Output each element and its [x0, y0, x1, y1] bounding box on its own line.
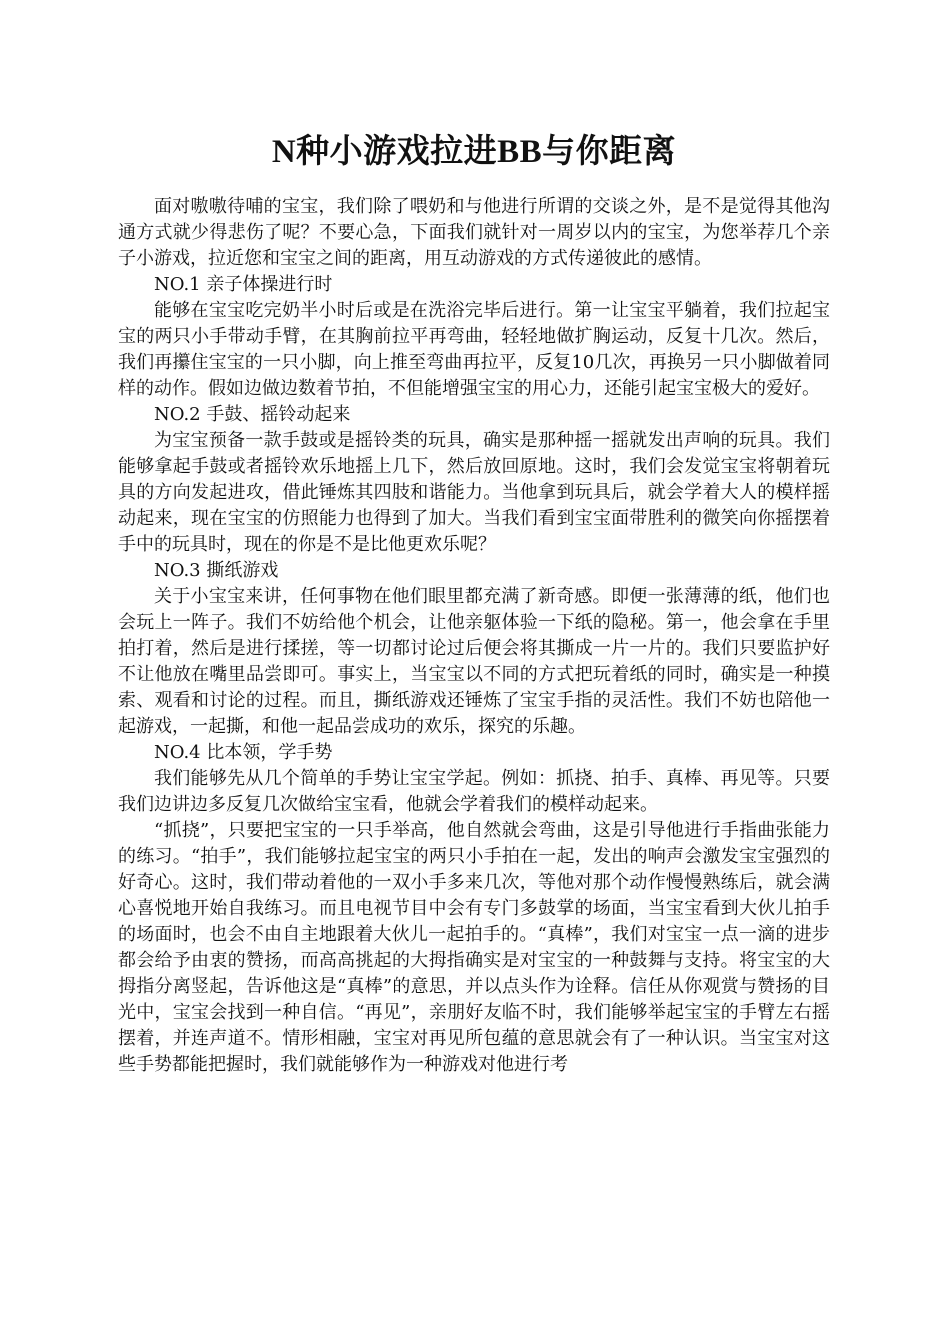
body-paragraph: 为宝宝预备一款手鼓或是摇铃类的玩具，确实是那种摇一摇就发出声响的玩具。我们能够拿起手鼓或者摇铃欢乐地摇上几下，然后放回原地。这时，我们会发觉宝宝将朝着玩具的方向发起进攻，借此锤炼其四肢和谐能力。当他拿到玩具后，就会学着大人的模样摇动起来，现在宝宝的仿照能力也得到了加大。当我们看到宝宝面带胜利的微笑向你摇摆着手中的玩具时，现在的你是不是比他更欢乐呢？: [118, 430, 830, 555]
section-heading-no4: NO.4 比本领，学手势: [154, 742, 333, 763]
document-body: [118, 194, 830, 1078]
document-page: [118, 118, 830, 1078]
body-paragraph: 能够在宝宝吃完奶半小时后或是在洗浴完毕后进行。第一让宝宝平躺着，我们拉起宝宝的两只小手带动手臂，在其胸前拉平再弯曲，轻轻地做扩胸运动，反复十几次。然后，我们再攥住宝宝的一只小脚，向上推至弯曲再拉平，反复10几次，再换另一只小脚做着同样的动作。假如边做边数着节拍，不但能增强宝宝的用心力，还能引起宝宝极大的爱好。: [118, 300, 830, 399]
body-paragraph: 关于小宝宝来讲，任何事物在他们眼里都充满了新奇感。即便一张薄薄的纸，他们也会玩上一阵子。我们不妨给他个机会，让他亲躯体验一下纸的隐秘。第一，他会拿在手里拍打着，然后是进行揉搓，等一切都讨论过后便会将其撕成一片一片的。我们只要监护好不让他放在嘴里品尝即可。事实上，当宝宝以不同的方式把玩着纸的同时，确实是一种摸索、观看和讨论的过程。而且，撕纸游戏还锤炼了宝宝手指的灵活性。我们不妨也陪他一起游戏，一起撕，和他一起品尝成功的欢乐，探究的乐趣。: [118, 586, 830, 737]
section-heading-no3: NO.3 撕纸游戏: [154, 560, 279, 581]
section-heading-no2: NO.2 手鼓、摇铃动起来: [154, 404, 351, 425]
intro-paragraph: 面对嗷嗷待哺的宝宝，我们除了喂奶和与他进行所谓的交谈之外，是不是觉得其他沟通方式就少得悲伤了呢？不要心急，下面我们就针对一周岁以内的宝宝，为您举荐几个亲子小游戏，拉近您和宝宝之间的距离，用互动游戏的方式传递彼此的感情。: [118, 196, 830, 269]
document-title: N种小游戏拉进BB与你距离: [271, 134, 677, 170]
section-heading-no1: NO.1 亲子体操进行时: [154, 274, 333, 295]
body-paragraph: 我们能够先从几个简单的手势让宝宝学起。例如：抓挠、拍手、真棒、再见等。只要我们边讲边多反复几次做给宝宝看，他就会学着我们的模样动起来。: [118, 768, 830, 815]
body-paragraph: “抓挠”，只要把宝宝的一只手举高，他自然就会弯曲，这是引导他进行手指曲张能力的练习。“拍手”，我们能够拉起宝宝的两只小手拍在一起，发出的响声会激发宝宝强烈的好奇心。这时，我们带动着他的一双小手多来几次，等他对那个动作慢慢熟练后，就会满心喜悦地开始自我练习。而且电视节目中会有专门多鼓掌的场面，当宝宝看到大伙儿拍手的场面时，也会不由自主地跟着大伙儿一起拍手的。“真棒”，我们对宝宝一点一滴的进步都会给予由衷的赞扬，而高高挑起的大拇指确实是对宝宝的一种鼓舞与支持。将宝宝的大拇指分离竖起，告诉他这是“真棒”的意思，并以点头作为诠释。信任从你观赏与赞扬的目光中，宝宝会找到一种自信。“再见”，亲朋好友临不时，我们能够举起宝宝的手臂左右摇摆着，并连声道不。情形相融，宝宝对再见所包蕴的意思就会有了一种认识。当宝宝对这些手势都能把握时，我们就能够作为一种游戏对他进行考: [118, 820, 830, 1075]
